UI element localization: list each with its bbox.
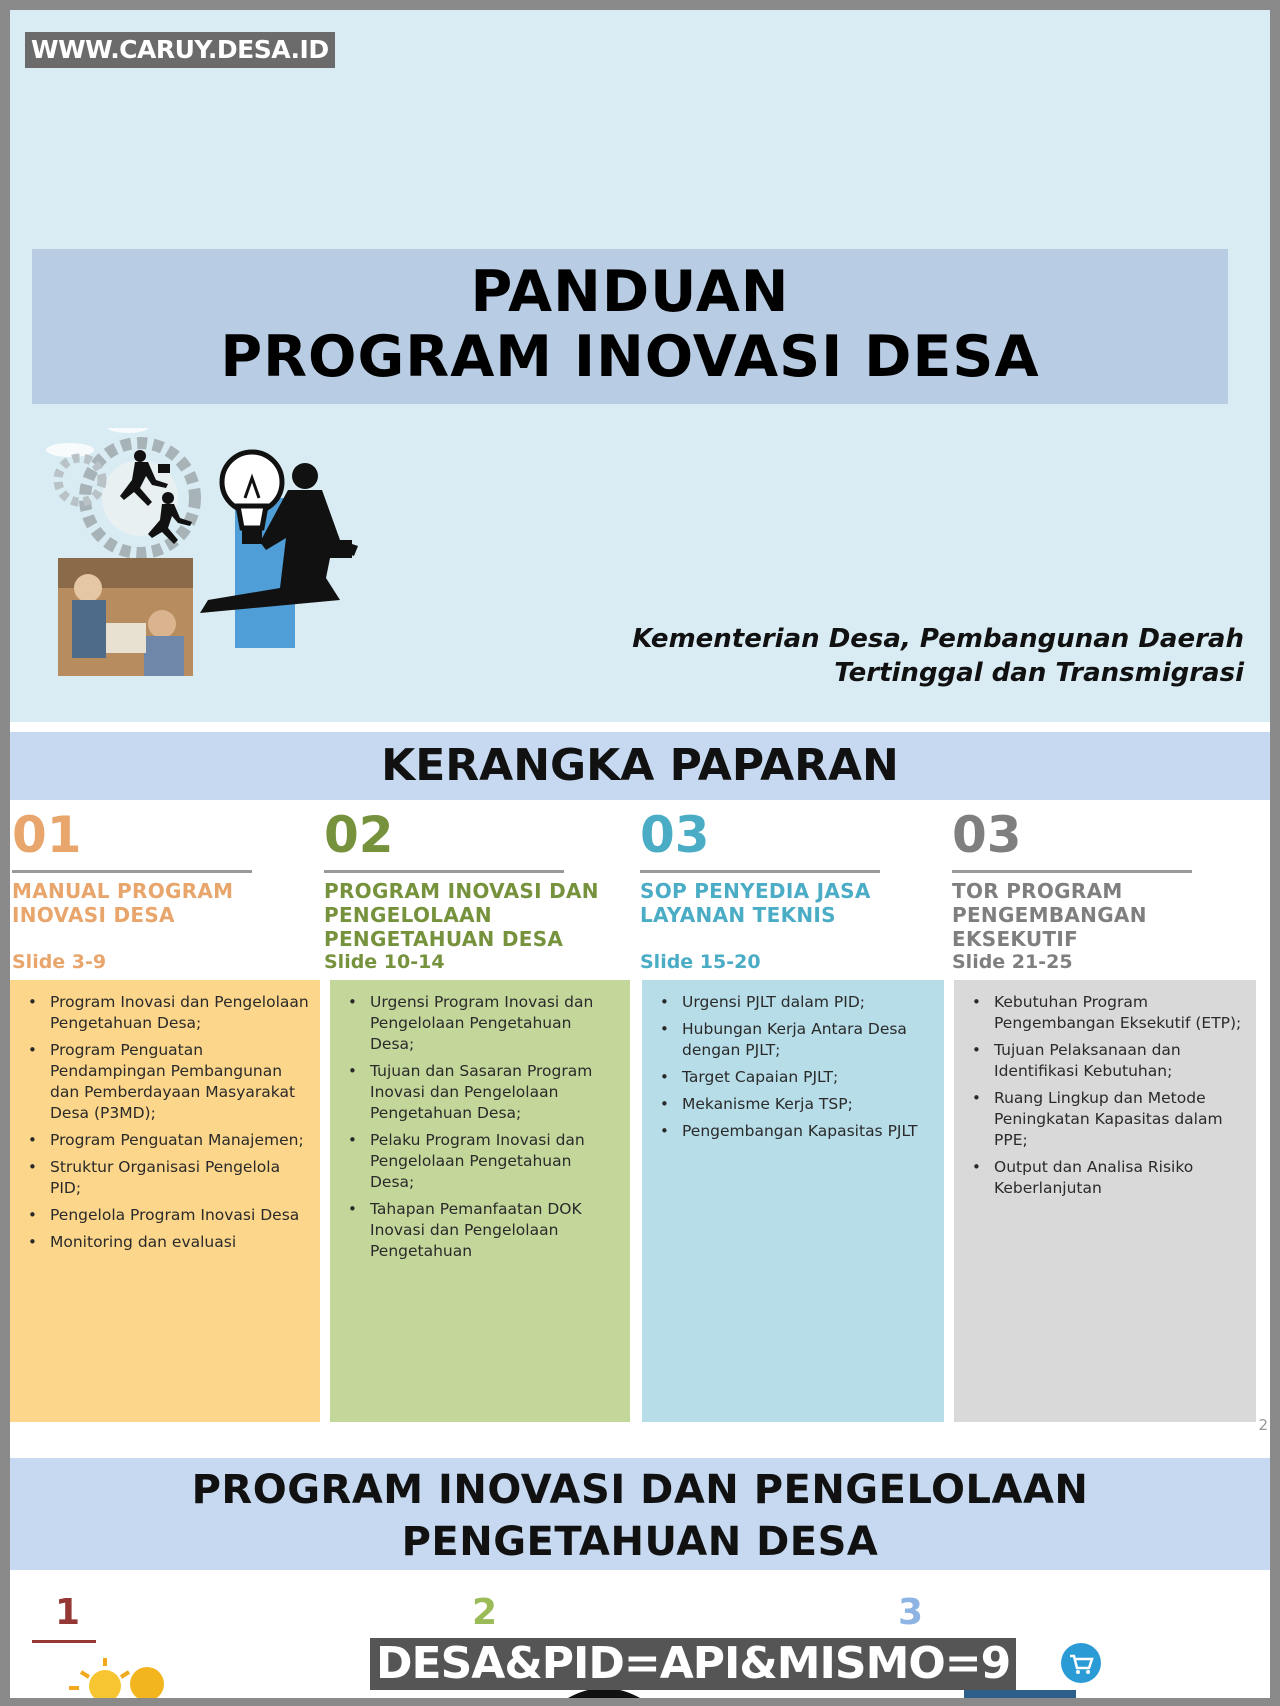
ministry-line1: Kementerian Desa, Pembangunan Daerah [632, 624, 1244, 654]
outline-column-3 [640, 802, 940, 973]
bullet-dot-icon: • [972, 993, 981, 1011]
bullet-text: Output dan Analisa Risiko Keberlanjutan [994, 1158, 1194, 1197]
column-rule [324, 870, 564, 873]
bullet-text: Target Capaian PJLT; [682, 1068, 839, 1086]
slide-outline [10, 722, 1270, 1436]
bullet-list [954, 980, 1256, 1199]
bullet-text: Tujuan dan Sasaran Program Inovasi dan Pengelolaan Pengetahuan Desa; [370, 1062, 593, 1122]
bullet-text: Urgensi PJLT dalam PID; [682, 993, 866, 1011]
column-rule [640, 870, 880, 873]
column-rule [12, 870, 252, 873]
bullet-dot-icon: • [660, 1068, 669, 1086]
bullet-item [968, 1157, 1246, 1199]
bullet-item [24, 992, 310, 1034]
outline-column-1 [12, 802, 312, 973]
page-title-line2: PROGRAM INOVASI DESA [220, 324, 1040, 390]
bullet-dot-icon: • [28, 1131, 37, 1149]
bullet-text: Tahapan Pemanfaatan DOK Inovasi dan Pengelolaan Pengetahuan [370, 1200, 582, 1260]
bullet-dot-icon: • [660, 1122, 669, 1140]
column-number: 02 [324, 806, 394, 864]
bullet-text: Tujuan Pelaksanaan dan Identifikasi Kebutuhan; [994, 1041, 1181, 1080]
cloud-shape [106, 428, 150, 433]
ministry-credit [632, 622, 1244, 690]
outline-column-2 [324, 802, 624, 973]
bullet-dot-icon: • [28, 1233, 37, 1251]
step-rule-1 [32, 1640, 96, 1643]
column-slide-range: Slide 21-25 [952, 951, 1073, 973]
column-heading: MANUAL PROGRAM INOVASI DESA [12, 879, 234, 927]
page-title-line1: PANDUAN [470, 259, 790, 325]
bullet-text: Mekanisme Kerja TSP; [682, 1095, 853, 1113]
bullet-dot-icon: • [28, 1158, 37, 1176]
column-heading: PROGRAM INOVASI DAN PENGELOLAAN PENGETAHUAN DESA [324, 879, 599, 951]
bullet-item [344, 992, 620, 1055]
bullet-dot-icon: • [660, 1095, 669, 1113]
column-number: 03 [640, 806, 710, 864]
bullet-text: Ruang Lingkup dan Metode Peningkatan Kapasitas dalam PPE; [994, 1089, 1223, 1149]
page-number: 2 [1258, 1416, 1268, 1434]
step-number-2: 2 [472, 1592, 498, 1633]
gear-icon [58, 458, 102, 502]
column-number: 03 [952, 806, 1022, 864]
column-slide-range: Slide 15-20 [640, 951, 761, 973]
column-box-1 [10, 980, 320, 1422]
bullet-dot-icon: • [28, 993, 37, 1011]
bullet-item [656, 992, 934, 1013]
step-number-1: 1 [55, 1592, 81, 1633]
business-clipart-illustration [40, 428, 360, 698]
bullet-text: Program Penguatan Manajemen; [50, 1131, 304, 1149]
slide-program [10, 1436, 1270, 1698]
bullet-list [10, 980, 320, 1253]
column-heading: SOP PENYEDIA JASA LAYANAN TEKNIS [640, 879, 871, 927]
bullet-text: Urgensi Program Inovasi dan Pengelolaan Pengetahuan Desa; [370, 993, 594, 1053]
bullet-item [344, 1199, 620, 1262]
bullet-item [344, 1130, 620, 1193]
outline-title: KERANGKA PAPARAN [381, 740, 899, 791]
bullet-text: Pengembangan Kapasitas PJLT [682, 1122, 918, 1140]
column-box-3 [642, 980, 944, 1422]
bullet-item [24, 1157, 310, 1199]
bullet-dot-icon: • [28, 1041, 37, 1059]
bullet-text: Monitoring dan evaluasi [50, 1233, 237, 1251]
outline-column-4 [952, 802, 1252, 973]
program-title-band [10, 1458, 1270, 1570]
watermark-top: WWW.CARUY.DESA.ID [25, 32, 335, 68]
bullet-dot-icon: • [660, 993, 669, 1011]
bullet-dot-icon: • [348, 993, 357, 1011]
shopping-cart-icon [1058, 1642, 1104, 1688]
bullet-text: Program Penguatan Pendampingan Pembangunan dan Pemberdayaan Masyarakat Desa (P3MD); [50, 1041, 296, 1122]
program-title-line2: PENGETAHUAN DESA [401, 1519, 879, 1565]
bullet-text: Program Inovasi dan Pengelolaan Pengetahuan Desa; [50, 993, 309, 1032]
bullet-item [344, 1061, 620, 1124]
bullet-item [968, 1088, 1246, 1151]
program-title-line1: PROGRAM INOVASI DAN PENGELOLAAN [191, 1467, 1089, 1513]
ministry-line2: Tertinggal dan Transmigrasi [834, 658, 1244, 688]
outline-title-band [10, 732, 1270, 800]
bullet-dot-icon: • [348, 1200, 357, 1218]
column-box-2 [330, 980, 630, 1422]
bullet-item [24, 1205, 310, 1226]
bullet-text: Pengelola Program Inovasi Desa [50, 1206, 300, 1224]
slide-cover [10, 10, 1270, 722]
bullet-item [968, 1040, 1246, 1082]
bullet-item [656, 1094, 934, 1115]
column-box-4 [954, 980, 1256, 1422]
bullet-item [968, 992, 1246, 1034]
bullet-dot-icon: • [972, 1041, 981, 1059]
title-band [32, 249, 1228, 404]
column-number: 01 [12, 806, 82, 864]
device-bar [964, 1690, 1076, 1698]
bullet-item [656, 1019, 934, 1061]
bullet-item [656, 1121, 934, 1142]
bullet-dot-icon: • [28, 1206, 37, 1224]
bullet-item [24, 1130, 310, 1151]
bullet-item [656, 1067, 934, 1088]
bullet-text: Pelaku Program Inovasi dan Pengelolaan Pengetahuan Desa; [370, 1131, 585, 1191]
bullet-dot-icon: • [348, 1131, 357, 1149]
step-number-3: 3 [898, 1592, 924, 1633]
bullet-dot-icon: • [972, 1158, 981, 1176]
bullet-list [642, 980, 944, 1142]
sun-coins-icon [65, 1650, 185, 1698]
column-slide-range: Slide 10-14 [324, 951, 445, 973]
column-slide-range: Slide 3-9 [12, 951, 107, 973]
bullet-text: Kebutuhan Program Pengembangan Eksekutif (ETP); [994, 993, 1242, 1032]
screenshot-frame [10, 10, 1270, 1698]
bullet-dot-icon: • [660, 1020, 669, 1038]
column-heading: TOR PROGRAM PENGEMBANGAN EKSEKUTIF [952, 879, 1147, 951]
column-rule [952, 870, 1192, 873]
bullet-item [24, 1232, 310, 1253]
bullet-list [330, 980, 630, 1262]
bullet-text: Struktur Organisasi Pengelola PID; [50, 1158, 281, 1197]
bullet-text: Hubungan Kerja Antara Desa dengan PJLT; [682, 1020, 907, 1059]
watermark-bottom: DESA&PID=API&MISMO=9 [370, 1638, 1016, 1690]
bullet-dot-icon: • [972, 1089, 981, 1107]
bullet-dot-icon: • [348, 1062, 357, 1080]
bullet-item [24, 1040, 310, 1124]
